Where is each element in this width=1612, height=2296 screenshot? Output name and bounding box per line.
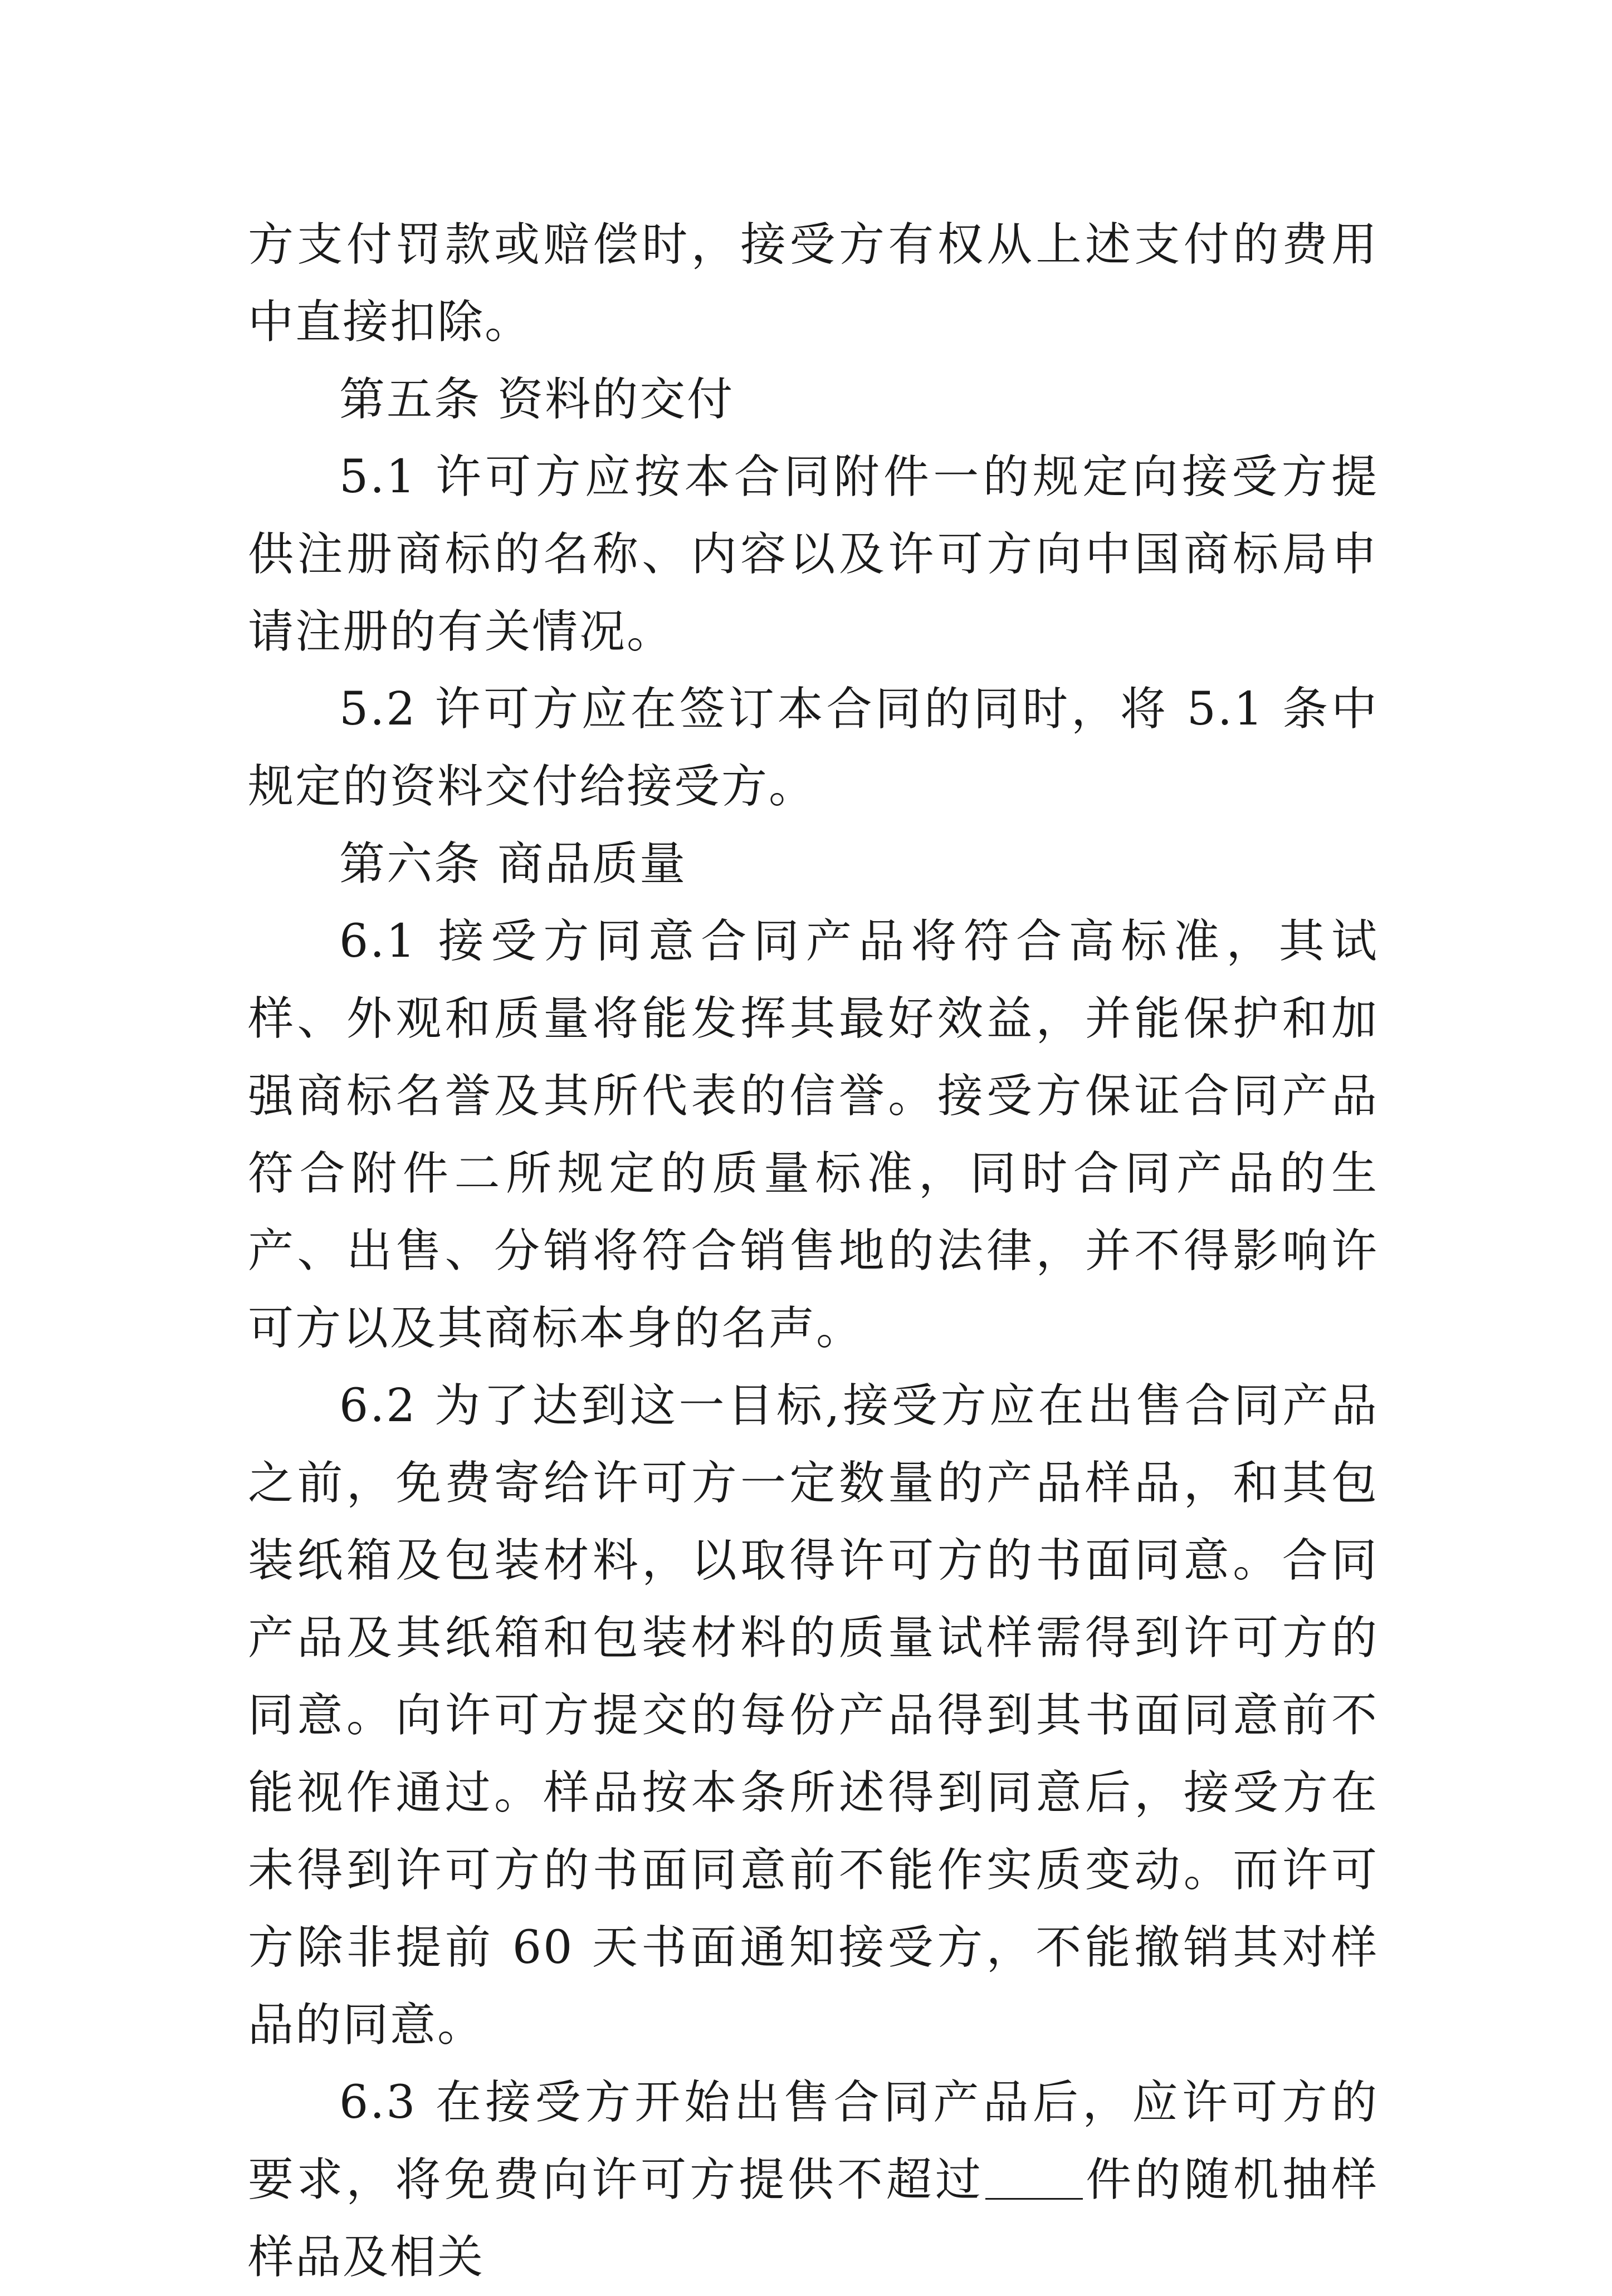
document-body [248,206,1379,2296]
clause-6-1: 6.1 接受方同意合同产品将符合高标准，其试样、外观和质量将能发挥其最好效益，并能保护和加强商标名誉及其所代表的信誉。接受方保证合同产品符合附件二所规定的质量标准，同时合同产品的生产、出售、分销将符合销售地的法律，并不得影响许可方以及其商标本身的名声。 [248,915,1379,1355]
clause-5-2: 5.2 许可方应在签订本合同的同时，将 5.1 条中规定的资料交付给接受方。 [248,683,1379,813]
paragraph-continuation: 方支付罚款或赔偿时，接受方有权从上述支付的费用中直接扣除。 [248,218,1379,349]
clause-5-1: 5.1 许可方应按本合同附件一的规定向接受方提供注册商标的名称、内容以及许可方向中国商标局申请注册的有关情况。 [248,451,1379,658]
clause-6-2: 6.2 为了达到这一目标,接受方应在出售合同产品之前，免费寄给许可方一定数量的产品样品，和其包装纸箱及包装材料，以取得许可方的书面同意。合同产品及其纸箱和包装材料的质量试样需得到许可方的同意。向许可方提交的每份产品得到其书面同意前不能视作通过。样品按本条所述得到同意后，接受方在未得到许可方的书面同意前不能作实质变动。而许可方除非提前 60 天书面通知接受方，不能撤销其对样品的同意。 [248,1379,1379,2052]
fill-in-blank [985,2157,1083,2200]
clause-6-3-before-blank: 6.3 在接受方开始出售合同产品后，应许可方的要求，将免费向许可方提供不超过 [248,2076,1379,2206]
article-heading-5: 第五条 资料的交付 [339,373,735,426]
article-heading-6: 第六条 商品质量 [339,838,687,890]
clause-6-3 [248,2064,1379,2296]
clause-6-3-after-blank: 件的随机抽样样品及相关 [248,2153,1379,2284]
